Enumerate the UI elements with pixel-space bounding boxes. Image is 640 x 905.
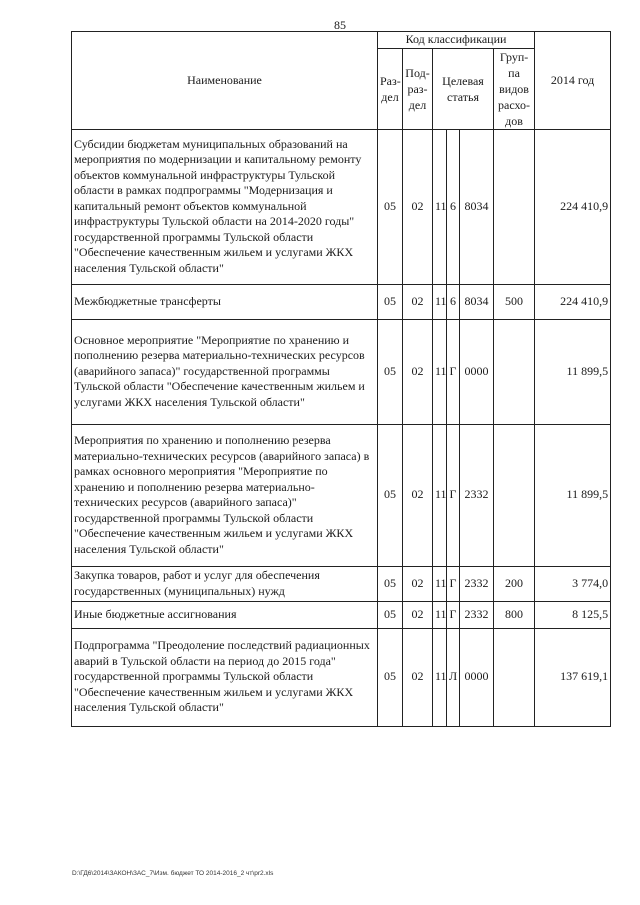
- row-target-2: Г: [447, 424, 460, 566]
- row-target-1: 11: [433, 319, 447, 424]
- row-target-1: 11: [433, 129, 447, 284]
- row-podrazdel: 02: [403, 284, 433, 319]
- row-razdel: 05: [378, 424, 403, 566]
- row-target-3: 2332: [460, 566, 494, 601]
- row-target-2: Г: [447, 566, 460, 601]
- row-podrazdel: 02: [403, 319, 433, 424]
- table-row: [72, 129, 611, 284]
- row-name: Основное мероприятие "Мероприятие по хранению и пополнению резерва материально-технических ресурсов (аварийного запаса)" государственной программы Тульской области "Обеспечение качественным жильем и услугами ЖКХ населения Тульской области": [72, 319, 378, 424]
- row-vid: 200: [494, 566, 535, 601]
- row-vid: 500: [494, 284, 535, 319]
- row-target-2: 6: [447, 284, 460, 319]
- row-target-3: 8034: [460, 129, 494, 284]
- table-row: [72, 284, 611, 319]
- row-podrazdel: 02: [403, 129, 433, 284]
- row-amount: 11 899,5: [535, 424, 611, 566]
- row-vid: [494, 129, 535, 284]
- row-podrazdel: 02: [403, 566, 433, 601]
- row-vid: 800: [494, 601, 535, 628]
- row-razdel: 05: [378, 628, 403, 726]
- row-amount: 11 899,5: [535, 319, 611, 424]
- row-vid: [494, 424, 535, 566]
- row-amount: 3 774,0: [535, 566, 611, 601]
- row-target-1: 11: [433, 601, 447, 628]
- row-podrazdel: 02: [403, 601, 433, 628]
- row-target-2: Г: [447, 601, 460, 628]
- row-name: Субсидии бюджетам муниципальных образований на мероприятия по модернизации и капитальному ремонту объектов коммунальной инфраструктуры Тульской области в рамках подпрограммы "Модернизация и капитальный ремонт объектов коммунальной инфраструктуры Тульской области на 2014-2020 годы" государственной программы Тульской области "Обеспечение качественным жильем и услугами ЖКХ населения Тульской области": [72, 129, 378, 284]
- row-razdel: 05: [378, 601, 403, 628]
- row-name: Мероприятия по хранению и пополнению резерва материально-технических ресурсов (аварийного запаса) в рамках основного мероприятия "Мероприятие по хранению и пополнению резерва материально-технических ресурсов (аварийного запаса)" государственной программы Тульской области "Обеспечение качественным жильем и услугами ЖКХ населения Тульской области": [72, 424, 378, 566]
- row-target-1: 11: [433, 566, 447, 601]
- header-target: Целевая статья: [433, 48, 494, 129]
- row-target-3: 0000: [460, 628, 494, 726]
- row-vid: [494, 628, 535, 726]
- row-target-3: 8034: [460, 284, 494, 319]
- row-target-2: Г: [447, 319, 460, 424]
- table-row: [72, 566, 611, 601]
- row-razdel: 05: [378, 129, 403, 284]
- row-target-2: 6: [447, 129, 460, 284]
- header-name: Наименование: [72, 32, 378, 130]
- row-razdel: 05: [378, 284, 403, 319]
- table-row: [72, 424, 611, 566]
- header-classification: Код классификации: [378, 32, 535, 49]
- page-number: 85: [334, 18, 346, 32]
- row-podrazdel: 02: [403, 628, 433, 726]
- row-amount: 137 619,1: [535, 628, 611, 726]
- budget-table: [71, 31, 611, 727]
- row-vid: [494, 319, 535, 424]
- row-target-1: 11: [433, 284, 447, 319]
- header-vid: Груп-па видов расхо-дов: [494, 48, 535, 129]
- table-row: [72, 628, 611, 726]
- row-target-3: 0000: [460, 319, 494, 424]
- row-target-3: 2332: [460, 601, 494, 628]
- table-row: [72, 601, 611, 628]
- header-year: 2014 год: [535, 32, 611, 130]
- row-target-1: 11: [433, 424, 447, 566]
- row-name: Иные бюджетные ассигнования: [72, 601, 378, 628]
- row-name: Подпрограмма "Преодоление последствий радиационных аварий в Тульской области на период до 2015 года" государственной программы Тульской области "Обеспечение качественным жильем и услугами ЖКХ населения Тульской области": [72, 628, 378, 726]
- row-razdel: 05: [378, 566, 403, 601]
- row-target-2: Л: [447, 628, 460, 726]
- row-amount: 224 410,9: [535, 284, 611, 319]
- table-row: [72, 319, 611, 424]
- row-name: Межбюджетные трансферты: [72, 284, 378, 319]
- row-razdel: 05: [378, 319, 403, 424]
- file-path-footer: D:\ГД6\2014\ЗАКОН\ЗАС_7\Изм. бюджет ТО 2014-2016_2 чт\pr2.xls: [72, 870, 274, 877]
- row-target-1: 11: [433, 628, 447, 726]
- row-amount: 8 125,5: [535, 601, 611, 628]
- header-razdel: Раз-дел: [378, 48, 403, 129]
- row-name: Закупка товаров, работ и услуг для обеспечения государственных (муниципальных) нужд: [72, 566, 378, 601]
- row-target-3: 2332: [460, 424, 494, 566]
- row-podrazdel: 02: [403, 424, 433, 566]
- header-podrazdel: Под-раз-дел: [403, 48, 433, 129]
- row-amount: 224 410,9: [535, 129, 611, 284]
